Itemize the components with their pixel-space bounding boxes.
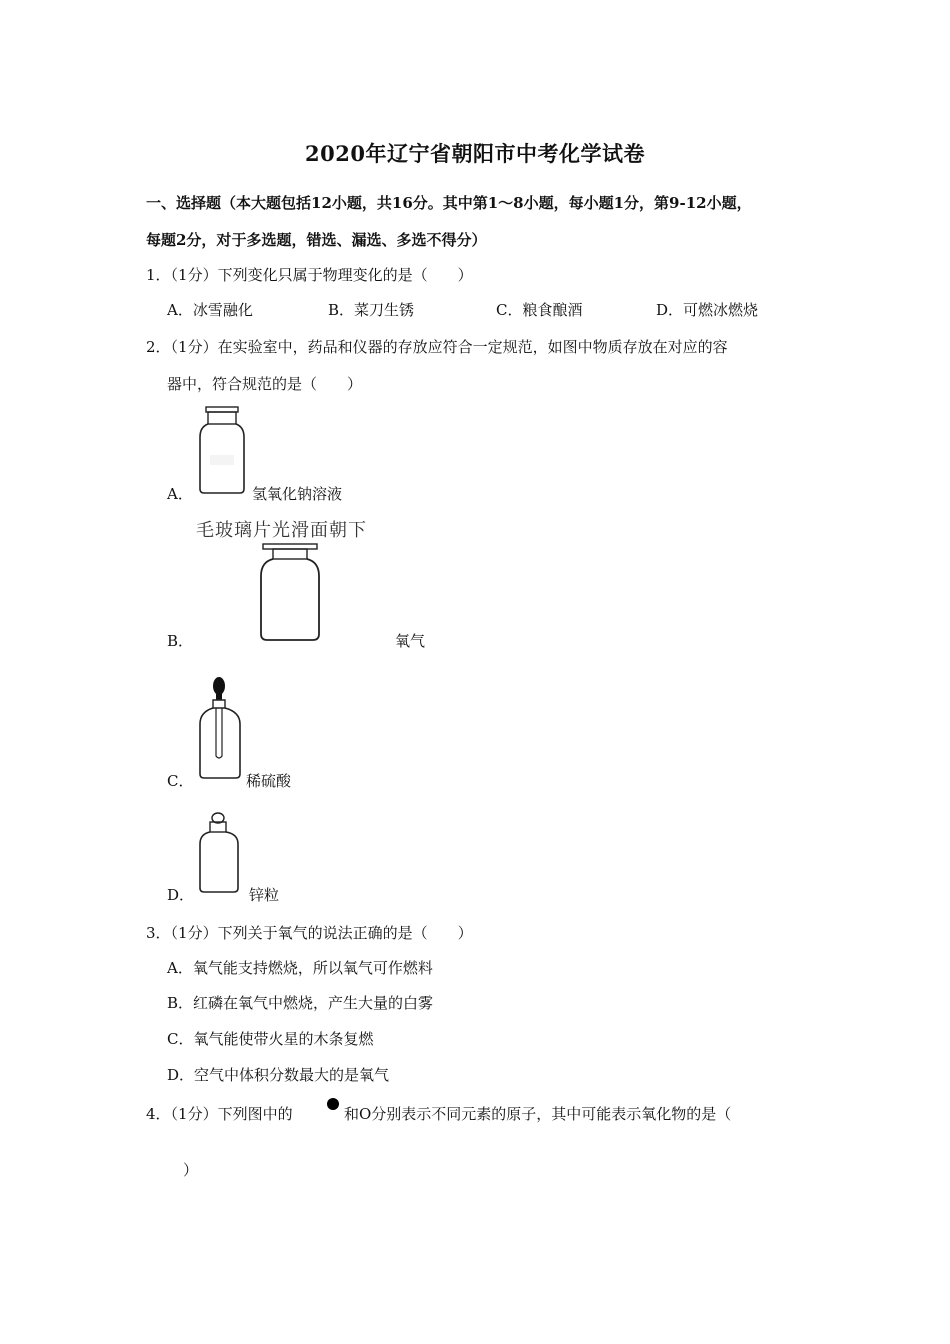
question-2-option-d-letter: D． <box>167 886 195 904</box>
question-3-option-d: D．空气中体积分数最大的是氧气 <box>167 1066 390 1084</box>
question-1-option-a: A．冰雪融化 <box>167 301 253 319</box>
question-2-option-c-caption: 稀硫酸 <box>246 772 292 790</box>
question-2-option-a-caption: 氢氧化钠溶液 <box>252 485 343 503</box>
question-2-stem-line1: 2．（1分）在实验室中，药品和仪器的存放应符合一定规范，如图中物质存放在对应的容 <box>146 338 728 356</box>
question-1-stem: 1．（1分）下列变化只属于物理变化的是（ ） <box>146 266 473 284</box>
section-heading-line1: 一、选择题（本大题包括12小题，共16分。其中第1～8小题，每小题1分，第9-12小题， <box>146 194 752 212</box>
wide-mouth-bottle-icon <box>196 812 246 896</box>
question-2-option-a-letter: A． <box>167 485 193 503</box>
section-heading-line2: 每题2分，对于多选题，错选、漏选、多选不得分） <box>146 231 487 249</box>
dropper-bottle-icon <box>196 676 244 782</box>
narrow-mouth-bottle-icon <box>196 405 248 497</box>
question-4-stem-part2: 和O分别表示不同元素的原子，其中可能表示氧化物的是（ <box>344 1105 732 1123</box>
question-3-stem: 3．（1分）下列关于氧气的说法正确的是（ ） <box>146 924 473 942</box>
question-3-option-a: A．氧气能支持燃烧，所以氧气可作燃料 <box>167 959 433 977</box>
question-2-option-b-caption: 氧气 <box>395 632 426 650</box>
gas-jar-icon <box>255 542 325 644</box>
question-4-stem-part1: 4．（1分）下列图中的 <box>146 1105 293 1123</box>
page-title: 2020年辽宁省朝阳市中考化学试卷 <box>305 141 645 166</box>
black-atom-icon <box>326 1097 340 1111</box>
question-1-option-c: C．粮食酿酒 <box>496 301 583 319</box>
question-2-option-d-caption: 锌粒 <box>249 886 280 904</box>
question-1-option-d: D．可燃冰燃烧 <box>656 301 759 319</box>
question-3-option-c: C．氧气能使带火星的木条复燃 <box>167 1030 374 1048</box>
question-4-stem-line2: ） <box>183 1161 199 1179</box>
question-2-stem-line2: 器中，符合规范的是（ ） <box>167 375 363 393</box>
question-3-option-b: B．红磷在氧气中燃烧，产生大量的白雾 <box>167 994 434 1012</box>
question-2-option-b-letter: B． <box>167 632 194 650</box>
question-2-option-b-image-text: 毛玻璃片光滑面朝下 <box>196 520 367 541</box>
question-1-option-b: B．菜刀生锈 <box>328 301 415 319</box>
question-2-option-c-letter: C． <box>167 772 194 790</box>
